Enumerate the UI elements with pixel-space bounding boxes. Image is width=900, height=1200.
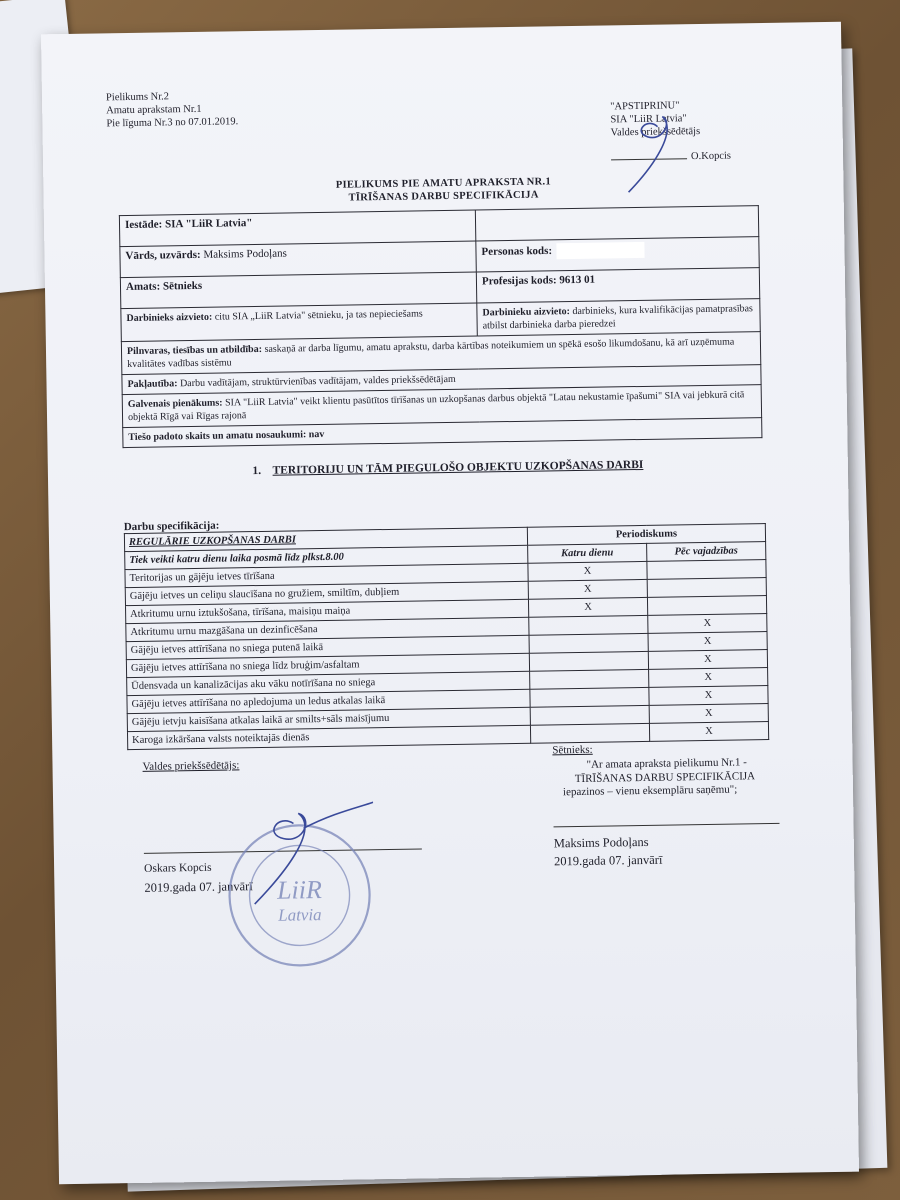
approve-label: "APSTIPRINU"	[610, 100, 680, 113]
vards-cell: Vārds, uzvārds: Maksims Podoļans	[120, 241, 476, 278]
spec-caption: Darbu specifikācija:	[123, 519, 220, 534]
approve-role: Valdes priekšsēdētājs	[610, 126, 701, 139]
spec-group: REGULĀRIE UZKOPŠANAS DARBI	[124, 527, 527, 551]
ack-line3: iepazinos – vienu eksemplāru saņēmu";	[562, 783, 738, 799]
right-sign-line	[554, 823, 780, 828]
empty-cell	[475, 206, 758, 241]
spec-subgroup: Tiek veikti katru dienu laika posmā līdz plkst.8.00	[125, 545, 528, 569]
table-row: Karoga izkāršana valsts noteiktajās dienās X	[127, 722, 768, 750]
left-signer-name: Oskars Kopcis	[144, 861, 212, 875]
iestade-cell: Iestāde: SIA "LiiR Latvia"	[119, 210, 475, 247]
table-row: Teritorijas un gājēju ietves tīrīšana X	[125, 560, 766, 588]
spec-table	[124, 523, 769, 750]
amats-cell: Amats: Sētnieks	[120, 272, 476, 309]
stamp-sub-text: Latvia	[278, 905, 322, 925]
right-signature-label: Sētnieks:	[552, 743, 593, 757]
document-page	[41, 22, 859, 1184]
pakl-cell: Pakļautība: Darbu vadītājam, struktūrvienības vadītājam, valdes priekšsēdētājam	[122, 365, 761, 395]
profesija-cell: Profesijas kods: 9613 01	[476, 268, 759, 303]
left-signature-label: Valdes priekšsēdētājs:	[142, 759, 240, 773]
table-row: Gājēju ietves un celiņu slaucīšana no gružiem, smiltīm, dubļiem X	[125, 578, 766, 606]
pilnvaras-cell: Pilnvaras, tiesības un atbildība: saskaņā ar darba līgumu, amatu aprakstu, darba kārtības noteikumiem un spēkā esošo likumdošanu, kā arī uzņēmuma kvalitātes vadības sistēmu	[121, 332, 760, 375]
section-heading: 1. TERITORIJU UN TĀM PIEGULOŠO OBJEKTU UZKOPŠANAS DARBI	[252, 458, 644, 478]
table-row: Ūdensvada un kanalizācijas aku vāku notīrīšana no sniega X	[127, 668, 768, 696]
table-row: Atkritumu urnu mazgāšana un dezinficēšana X	[126, 614, 767, 642]
right-sign-date: 2019.gada 07. janvārī	[553, 852, 663, 869]
doc-title-line1: PIELIKUMS PIE AMATU APRAKSTA NR.1	[335, 176, 552, 191]
info-table	[119, 205, 763, 448]
table-row: Gājēju ietves attīrīšana no sniega putenā laikā X	[126, 632, 767, 660]
tieso-cell: Tiešo padoto skaits un amatu nosaukumi: nav	[123, 418, 762, 448]
doc-title-line2: TĪRĪŠANAS DARBU SPECIFIKĀCIJA	[348, 189, 539, 204]
ack-line2: TĪRĪŠANAS DARBU SPECIFIKĀCIJA	[574, 769, 756, 785]
ack-line1: "Ar amata apraksta pielikumu Nr.1 -	[586, 756, 747, 771]
acknowledgement	[562, 755, 803, 799]
table-row: Gājēju ietves attīrīšana no apledojuma un ledus atkalas laikā X	[127, 686, 768, 714]
header-left	[106, 89, 238, 130]
spec-periodiskums: Periodiskums	[527, 524, 765, 546]
right-signer-name: Maksims Podoļans	[553, 834, 649, 851]
table-row: Gājēju ietvju kaisīšana atkalas laikā ar smilts+sāls maisījumu X	[127, 704, 768, 732]
table-row: Atkritumu urnu iztukšošana, tīrīšana, maisiņu maiņa X	[126, 596, 767, 624]
left-sign-date: 2019.gada 07. janvārī	[144, 879, 253, 895]
header-left-line2: Amatu aprakstam Nr.1	[106, 103, 202, 117]
approve-company: SIA "LiiR Latvia"	[610, 113, 687, 126]
stamp-center-text: LiiR	[276, 875, 323, 905]
redaction-box	[556, 242, 644, 259]
spec-col-daily: Katru dienu	[528, 543, 647, 563]
header-left-line1: Pielikums Nr.2	[105, 91, 170, 104]
aizvieto2-cell: Darbinieku aizvieto: darbinieks, kura kvalifikācijas pamatprasības atbilst darbinieka darba pieredzei	[477, 299, 760, 336]
table-row: Gājēju ietves attīrīšana no sniega līdz bruģim/asfaltam X	[126, 650, 767, 678]
personas-cell: Personas kods:	[476, 237, 759, 272]
galv-cell: Galvenais pienākums: SIA "LiiR Latvia" veikt klientu pasūtītos tīrīšanas un uzkopšanas darbus objektā "Latau nekustamie īpašumi" SIA vai jebkurā citā objektā Rīgā vai Rīgas rajonā	[122, 385, 761, 428]
header-left-line3: Pie līguma Nr.3 no 07.01.2019.	[106, 116, 239, 130]
spec-col-needed: Pēc vajadzības	[647, 542, 766, 562]
signature-bottom	[233, 797, 375, 909]
approve-signer: O.Kopcis	[690, 150, 732, 163]
aizvieto-cell: Darbinieks aizvieto: citu SIA „LiiR Latvia" sētnieku, ja tas nepieciešams	[121, 303, 477, 342]
